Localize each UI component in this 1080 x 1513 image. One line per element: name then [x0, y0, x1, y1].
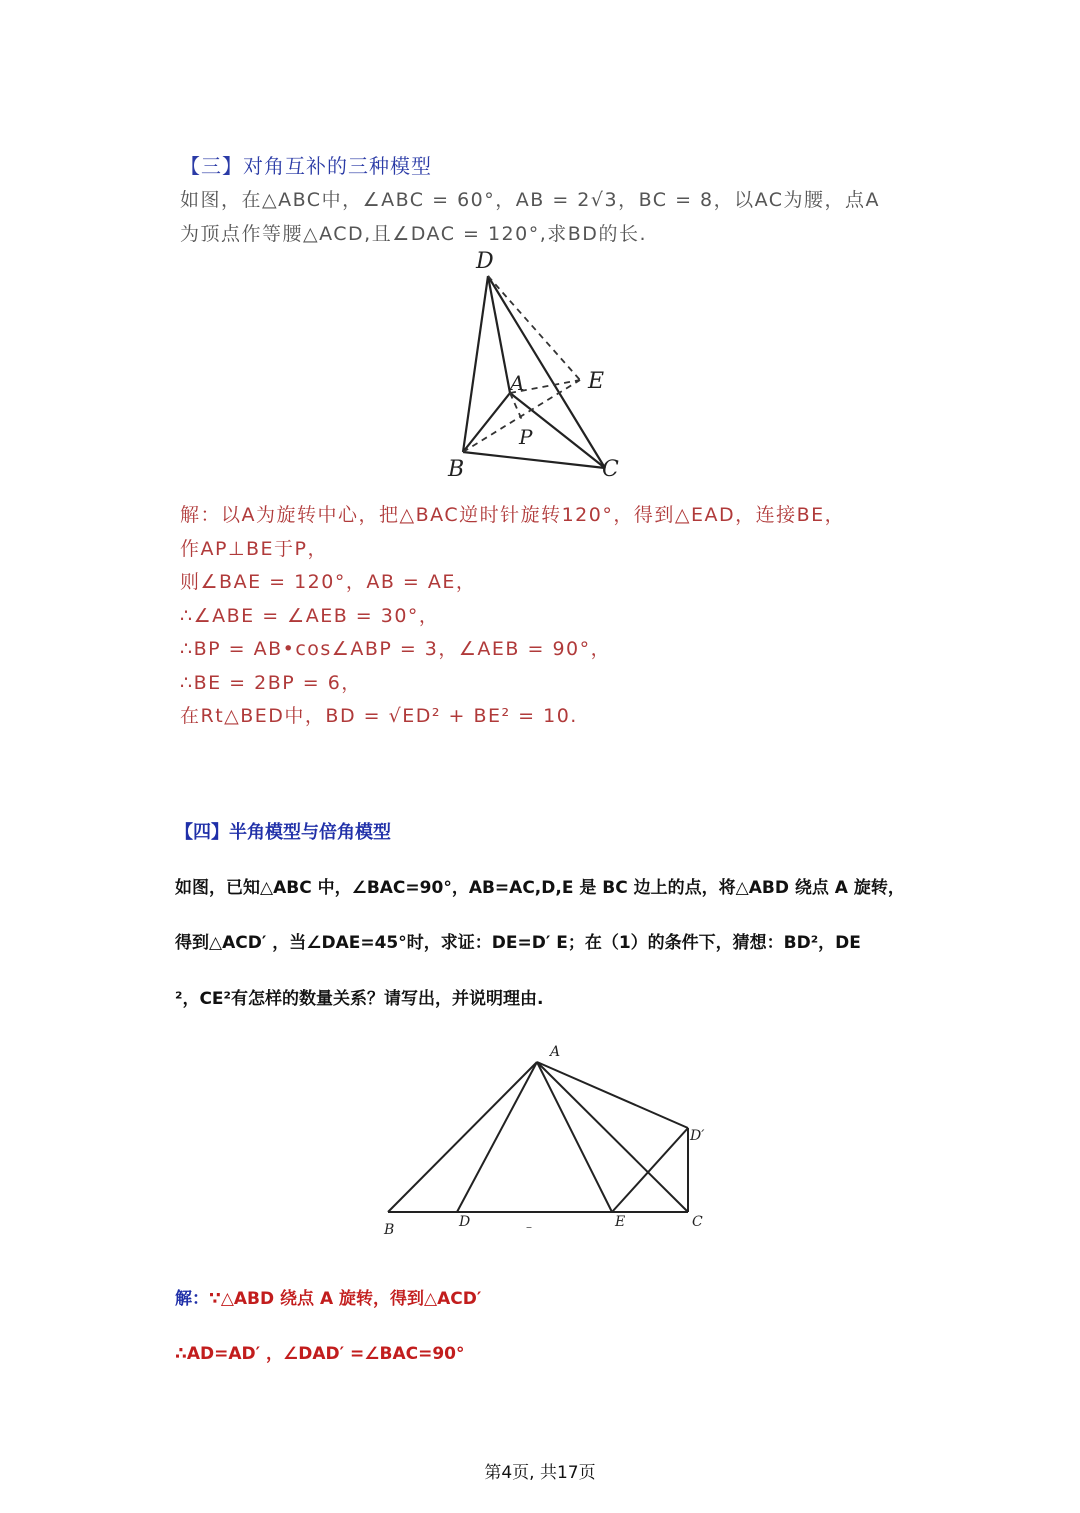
section4-problem-line: ²，CE²有怎样的数量关系？请写出，并说明理由. — [175, 989, 544, 1009]
section3-problem-line: 如图，在△ABC中，∠ABC = 60°，AB = 2√3，BC = 8，以AC为腰，点A — [180, 189, 881, 211]
edge-AE — [537, 1062, 612, 1212]
edge-BC — [463, 452, 605, 468]
label-D: D — [459, 1214, 471, 1230]
section3-solution-line: ∴BE = 2BP = 6， — [180, 672, 362, 694]
edge-AC — [537, 1062, 688, 1212]
section3-solution-line: 在Rt△BED中，BD = √ED² + BE² = 10. — [180, 705, 578, 727]
section3-solution-line: 作AP⊥BE于P， — [180, 538, 329, 560]
label-D: D — [476, 249, 494, 274]
label-dash: – — [526, 1220, 532, 1234]
edge-AD — [457, 1062, 537, 1212]
section4-problem-line: 如图，已知△ABC 中，∠BAC=90°，AB=AC,D,E 是 BC 边上的点，将△ABD 绕点 A 旋转， — [175, 878, 905, 898]
label-E: E — [615, 1214, 626, 1230]
label-A: A — [510, 371, 525, 395]
section3-solution-line: ∴BP = AB•cos∠ABP = 3，∠AEB = 90°， — [180, 638, 612, 660]
section3-solution-line: ∴∠ABE = ∠AEB = 30°， — [180, 605, 440, 627]
label-C: C — [692, 1214, 703, 1230]
solution-text: 以A为旋转中心，把△BAC逆时针旋转120°，得到△EAD，连接BE， — [221, 504, 846, 526]
section4-problem-line: 得到△ACD′ ，当∠DAE=45°时，求证：DE=D′ E；在（1）的条件下，猜想：BD²，DE — [175, 933, 861, 953]
label-E: E — [588, 369, 605, 394]
section4-solution-line: ∴AD=AD′ ，∠DAD′ =∠BAC=90° — [175, 1344, 465, 1364]
solution-lead: 解： — [175, 1289, 209, 1309]
page-footer: 第4页, 共17页 — [484, 1463, 596, 1483]
section3-solution-line — [180, 500, 845, 527]
section3-problem-line: 为顶点作等腰△ACD,且∠DAC = 120°,求BD的长. — [180, 223, 647, 245]
label-P: P — [519, 425, 533, 449]
solution-lead: 解： — [180, 504, 222, 526]
section3-title: 【三】对角互补的三种模型 — [180, 154, 432, 178]
label-B: B — [384, 1222, 395, 1238]
label-A: A — [550, 1044, 561, 1060]
section4-title: 【四】半角模型与倍角模型 — [175, 822, 391, 843]
solution-text: ∵△ABD 绕点 A 旋转，得到△ACD′ — [209, 1289, 482, 1309]
section4-solution-line — [175, 1284, 481, 1309]
edge-AB — [388, 1062, 537, 1212]
label-Dprime: D′ — [690, 1128, 705, 1144]
edge-ADp — [537, 1062, 688, 1128]
section3-figure — [430, 240, 660, 490]
section3-solution-line: 则∠BAE = 120°，AB = AE， — [180, 571, 477, 593]
label-B: B — [448, 457, 465, 482]
section4-figure — [370, 1040, 720, 1240]
dashed-DE — [488, 276, 580, 380]
label-C: C — [602, 457, 619, 482]
